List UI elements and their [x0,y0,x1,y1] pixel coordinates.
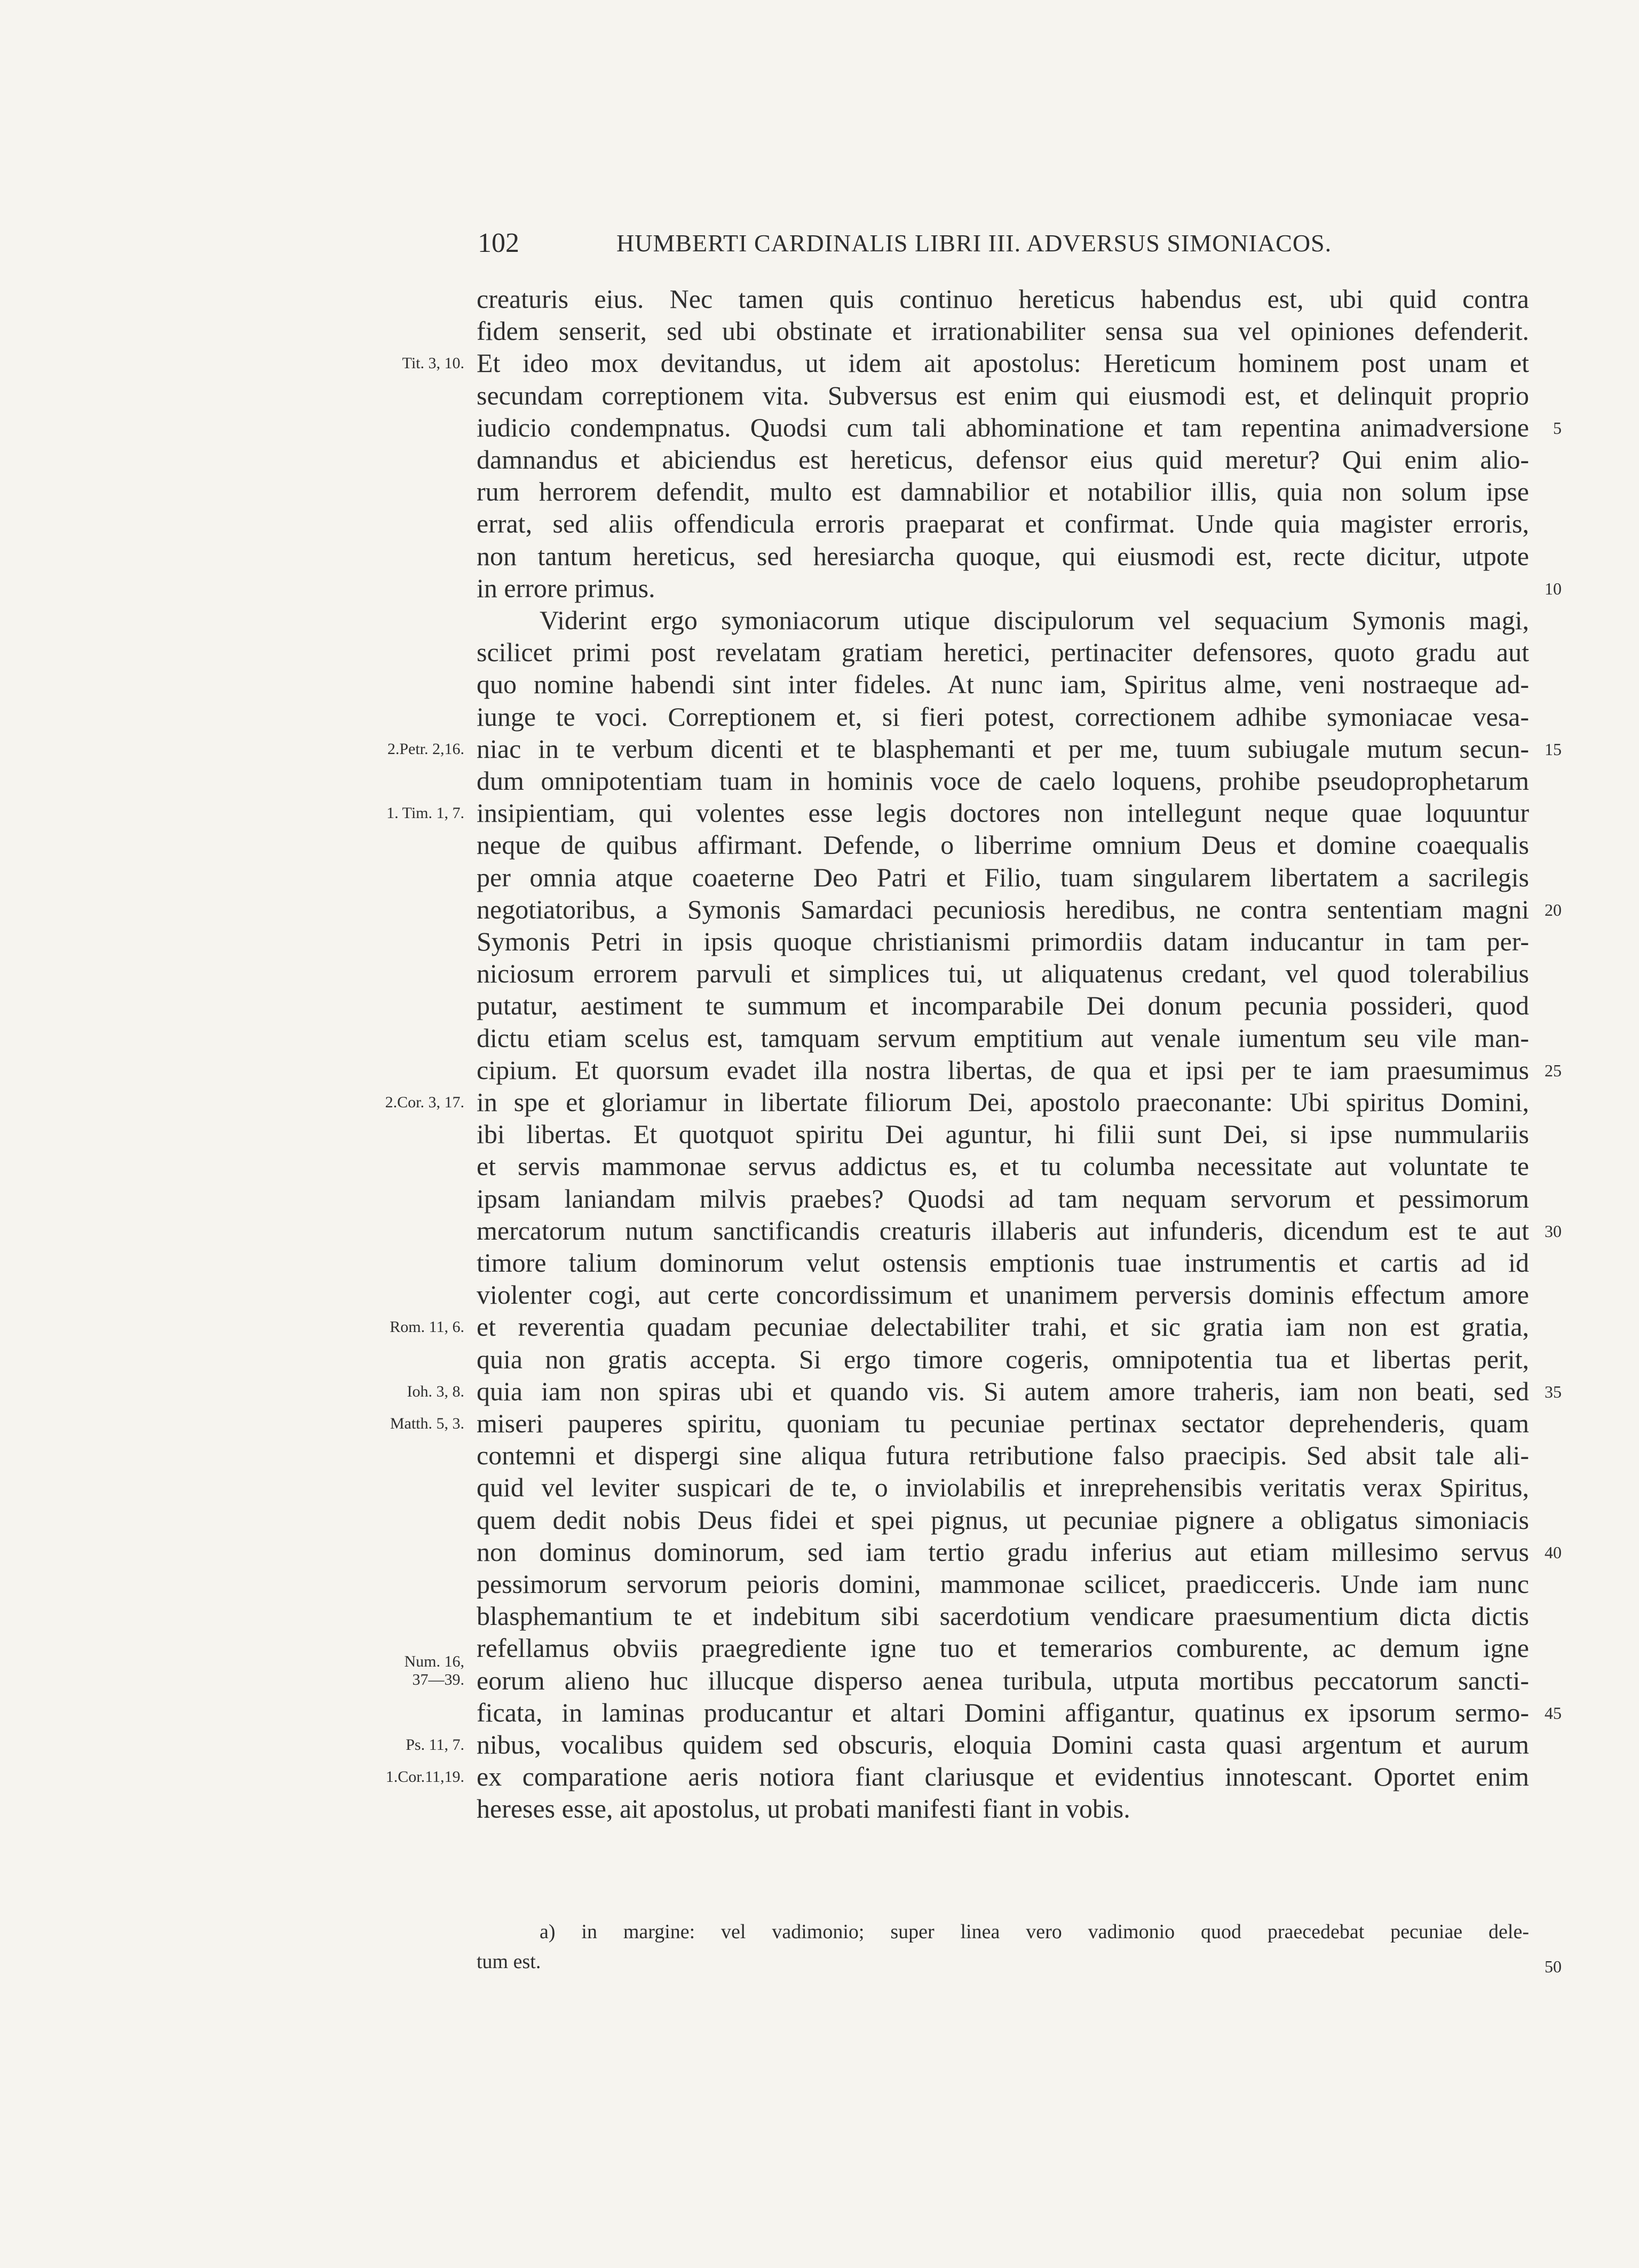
text-line: iudicio condempnatus. Quodsi cum tali abhominatione et tam repentina animadversione [477,412,1529,442]
text-line: ex comparatione aeris notiora fiant clariusque et evidentius innotescant. Oportet enim [477,1762,1529,1792]
text-line: quid vel leviter suspicari de te, o inviolabilis et inreprehensibis veritatis verax Spiritus, [477,1472,1529,1503]
line-number: 50 [1545,1957,1562,1976]
margin-reference: 2.Cor. 3, 17. [385,1093,464,1111]
margin-reference: 1.Cor.11,19. [385,1768,464,1786]
text-line: violenter cogi, aut certe concordissimum et unanimem perversis dominis effectum amore [477,1280,1529,1310]
margin-reference: 2.Petr. 2,16. [387,740,464,758]
page-header [478,224,1385,263]
text-line: in spe et gloriamur in libertate filiorum Dei, apostolo praeconante: Ubi spiritus Domini, [477,1087,1529,1117]
margin-reference: Ioh. 3, 8. [407,1382,464,1400]
text-line: niciosum errorem parvuli et simplices tui, ut aliquatenus credant, vel quod tolerabilius [477,958,1529,989]
text-line: in errore primus. [477,573,655,603]
line-number: 20 [1545,900,1562,919]
text-line: putatur, aestiment te summum et incomparabile Dei donum pecunia possideri, quod [477,990,1529,1021]
text-line: nibus, vocalibus quidem sed obscuris, eloquia Domini casta quasi argentum et aurum [477,1730,1529,1759]
line-number: 35 [1545,1382,1562,1401]
margin-reference: 1. Tim. 1, 7. [386,804,464,822]
text-line: cipium. Et quorsum evadet illa nostra libertas, de qua et ipsi per te iam praesumimus [477,1054,1529,1085]
margin-reference: Ps. 11, 7. [406,1736,464,1754]
text-line: creaturis eius. Nec tamen quis continuo hereticus habendus est, ubi quid contra [477,284,1529,314]
text-line: timore talium dominorum velut ostensis emptionis tuae instrumentis et cartis ad id [477,1248,1529,1278]
text-line: iunge te voci. Correptionem et, si fieri potest, correctionem adhibe symoniacae vesa- [477,701,1529,732]
text-line: insipientiam, qui volentes esse legis doctores non intellegunt neque quae loquuntur [477,798,1529,828]
footnote-line: tum est. [477,1950,541,1973]
line-number: 25 [1545,1060,1562,1080]
text-line: non dominus dominorum, sed iam tertio gradu inferius aut etiam millesimo servus [477,1536,1529,1567]
text-line: ipsam laniandam milvis praebes? Quodsi ad tam nequam servorum et pessimorum [477,1183,1529,1214]
text-line: ficata, in laminas producantur et altari Domini affigantur, quatinus ex ipsorum sermo- [477,1697,1529,1727]
text-line: eorum alieno huc illucque disperso aenea turibula, utputa mortibus peccatorum sancti- [477,1665,1529,1695]
text-line: hereses esse, ait apostolus, ut probati manifesti fiant in vobis. [477,1794,1130,1824]
margin-reference: Rom. 11, 6. [390,1318,464,1336]
text-line: quem dedit nobis Deus fidei et spei pignus, ut pecuniae pignere a obligatus simoniacis [477,1504,1529,1535]
footnote-line: a) in margine: vel vadimonio; super linea vero vadimonio quod praecedebat pecuniae dele- [540,1921,1529,1943]
running-title: HUMBERTI CARDINALIS LIBRI III. ADVERSUS SIMONIACOS. [616,229,1332,257]
text-line: ibi libertas. Et quotquot spiritu Dei aguntur, hi filii sunt Dei, si ipse nummulariis [477,1119,1529,1149]
text-line: rum herrorem defendit, multo est damnabilior et notabilior illis, quia non solum ipse [477,477,1529,507]
text-line: Symonis Petri in ipsis quoque christianismi primordiis datam inducantur in tam per- [477,926,1529,956]
text-line: blasphemantium te et indebitum sibi sacerdotium vendicare praesumentium dicta dictis [477,1601,1529,1631]
text-line: contemni et dispergi sine aliqua futura retributione falso praecipis. Sed absit tale ali- [477,1440,1529,1471]
margin-reference: Num. 16, 37—39. [404,1652,464,1688]
text-line: dictu etiam scelus est, tamquam servum emptitium aut venale iumentum seu vile man- [477,1022,1529,1053]
line-number: 30 [1545,1221,1562,1241]
text-line: non tantum hereticus, sed heresiarcha quoque, qui eiusmodi est, recte dicitur, utpote [477,541,1529,571]
text-line: dum omnipotentiam tuam in hominis voce de caelo loquens, prohibe pseudoprophetarum [477,766,1529,796]
page-number: 102 [478,228,519,258]
text-line: niac in te verbum dicenti et te blasphemanti et per me, tuum subiugale mutum secun- [477,733,1529,764]
line-number: 5 [1553,418,1562,438]
text-line: negotiatoribus, a Symonis Samardaci pecuniosis heredibus, ne contra sententiam magni [477,894,1529,924]
text-line: per omnia atque coaeterne Deo Patri et Filio, tuam singularem libertatem a sacrilegis [477,862,1529,892]
text-line: refellamus obviis praegrediente igne tuo et temerarios comburente, ac demum igne [477,1633,1529,1663]
text-line: Viderint ergo symoniacorum utique discipulorum vel sequacium Symonis magi, [540,605,1529,635]
line-number: 15 [1545,739,1562,759]
text-line: neque de quibus affirmant. Defende, o liberrime omnium Deus et domine coaequalis [477,830,1529,860]
text-line: pessimorum servorum peioris domini, mammonae scilicet, praedicceris. Unde iam nunc [477,1569,1529,1599]
text-line: et reverentia quadam pecuniae delectabiliter trahi, et sic gratia iam non est gratia, [477,1312,1529,1342]
text-line: quia iam non spiras ubi et quando vis. Si autem amore traheris, iam non beati, sed [477,1376,1529,1406]
line-number: 40 [1545,1542,1562,1562]
margin-reference: Tit. 3, 10. [402,354,464,372]
text-line: quo nomine habendi sint inter fideles. At nunc iam, Spiritus alme, veni nostraeque ad- [477,669,1529,700]
text-line: errat, sed aliis offendicula erroris praeparat et confirmat. Unde quia magister erroris, [477,509,1529,539]
line-number: 45 [1545,1703,1562,1723]
text-line: scilicet primi post revelatam gratiam heretici, pertinaciter defensores, quoto gradu aut [477,637,1529,668]
text-line: fidem senserit, sed ubi obstinate et irrationabiliter sensa sua vel opiniones defenderit. [477,316,1529,346]
text-line: miseri pauperes spiritu, quoniam tu pecuniae pertinax sectator deprehenderis, quam [477,1408,1529,1438]
text-line: et servis mammonae servus addictus es, et tu columba necessitate aut voluntate te [477,1151,1529,1181]
text-line: quia non gratis accepta. Si ergo timore cogeris, omnipotentia tua et libertas perit, [477,1344,1529,1374]
text-line: mercatorum nutum sanctificandis creaturis illaberis aut infunderis, dicendum est te aut [477,1215,1529,1246]
line-number: 10 [1545,578,1562,598]
text-line: damnandus et abiciendus est hereticus, defensor eius quid meretur? Qui enim alio- [477,445,1529,474]
text-line: secundam correptionem vita. Subversus est enim qui eiusmodi est, et delinquit proprio [477,380,1529,410]
margin-reference: Matth. 5, 3. [390,1415,464,1432]
text-line: Et ideo mox devitandus, ut idem ait apostolus: Hereticum hominem post unam et [477,348,1529,378]
